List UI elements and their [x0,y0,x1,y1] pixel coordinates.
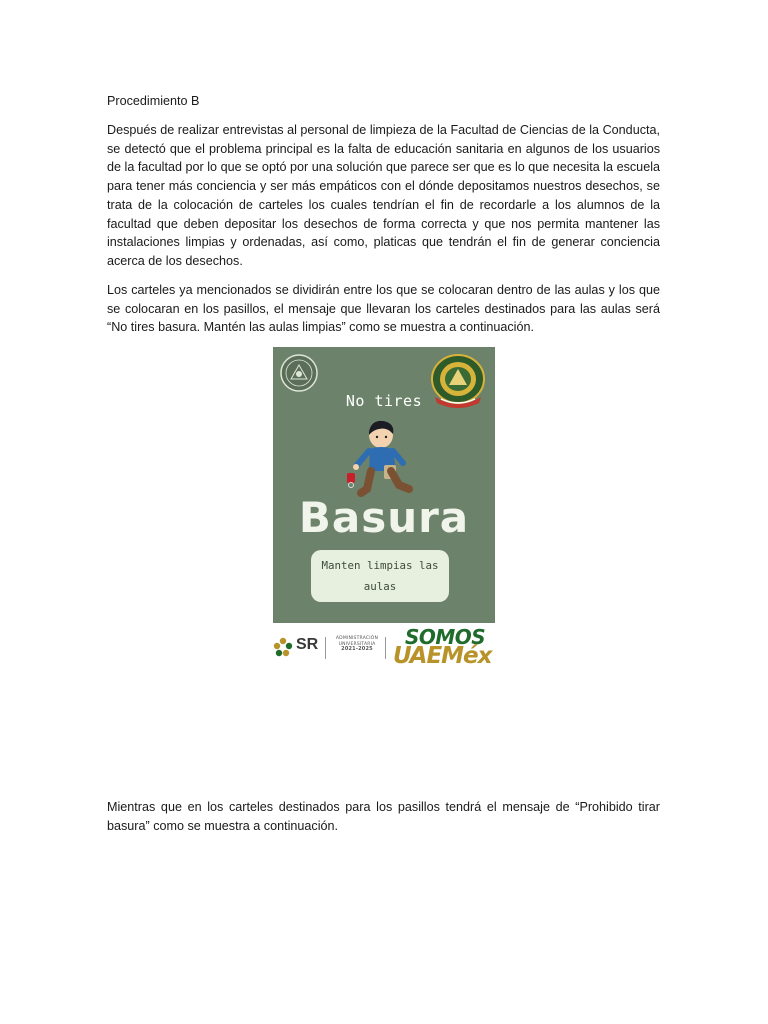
uaemex-logo-text: UAEMéx [393,643,492,669]
somos-logo-text: SOMOS [405,625,486,649]
admin-line-1: ADMINISTRACIÓN [335,636,379,641]
poster-image [273,347,495,623]
poster-subtitle-text: Manten limpias las aulas [321,559,439,593]
sr-logo-text: SR [296,636,319,653]
logo-divider [325,637,326,659]
littering-child-illustration [341,415,421,501]
poster-top-text: No tires [345,392,423,410]
paragraph-intro: Después de realizar entrevistas al personal de limpieza de la Facultad de Ciencias de la Conducta, se detectó que el problema principal es la falta de educación sanitaria en algunos de los usuarios de la facultad por lo que se optó por una solución que parece ser que es lo que necesita la escuela para tener más conciencia y ser más empáticos con el dónde depositamos nuestros desechos, se trata de la colocación de carteles los cuales tendrían el fin de recordarle a los alumnos de la facultad que deben depositar los desechos de forma correcta y que nos permita mantener las instalaciones limpias y ordenadas, así como, platicas que tendrán el fin de generar conciencia acerca de los desechos. [107,123,660,268]
sr-flower-icon [273,637,293,657]
faculty-seal-icon [279,353,319,393]
paragraph-carteles: Los carteles ya mencionados se dividirán entre los que se colocaran dentro de las aulas y los que se colocaran en los pasillos, el mensaje que llevaran los carteles destinados para las aulas será “No tires basura. Mantén las aulas limpias” como se muestra a continuación. [107,283,660,335]
admin-years: 2021-2025 [341,646,373,652]
admin-logo-text [331,636,383,653]
paragraph-pasillos: Mientras que en los carteles destinados para los pasillos tendrá el mensaje de “Prohibido tirar basura” como se muestra a continuación. [107,800,660,833]
section-heading: Procedimiento B [107,94,200,108]
admin-line-2: UNIVERSITARIA [338,641,376,647]
poster-subtitle-pill [311,550,449,602]
footer-logos [273,625,495,671]
logo-divider [385,637,386,659]
poster-main-text: Basura [298,493,470,542]
